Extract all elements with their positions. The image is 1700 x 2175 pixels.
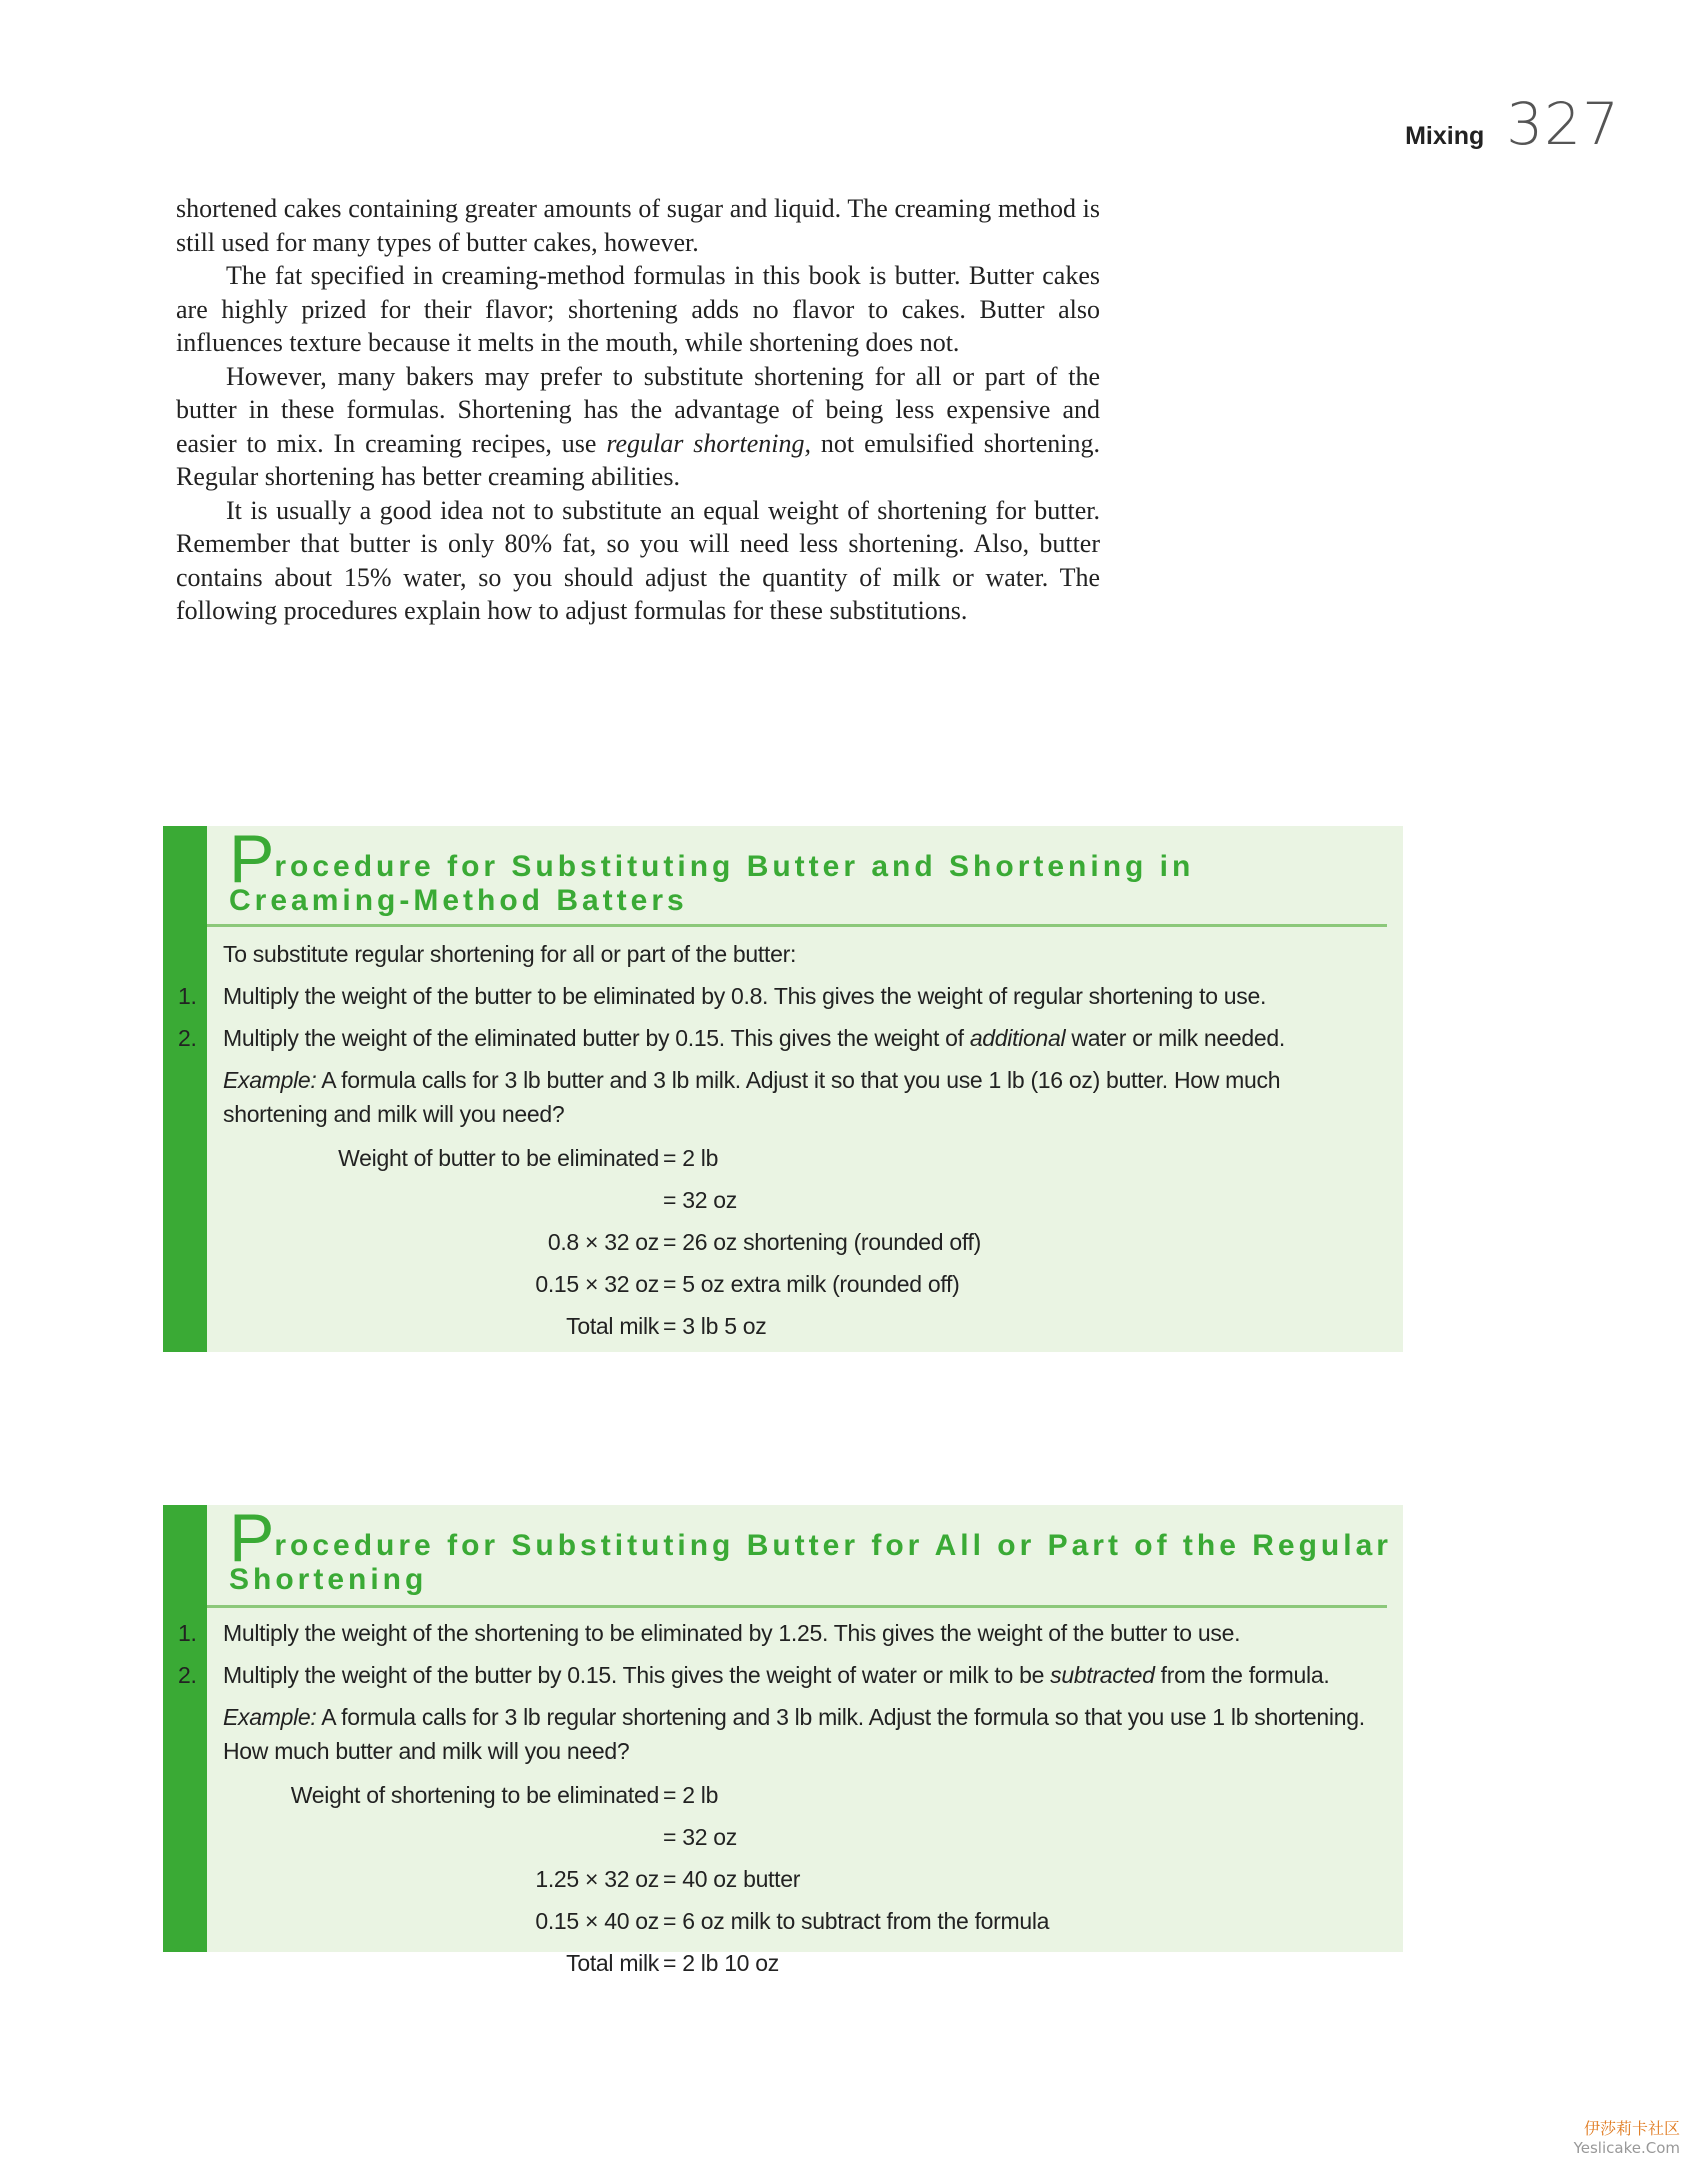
procedure-2-dropcap: P: [229, 1500, 275, 1576]
watermark-en: Yeslicake.Com: [1573, 2139, 1680, 2157]
calc-3-left: 1.25 × 32 oz: [535, 1866, 659, 1892]
step-text-b: from the formula.: [1154, 1662, 1330, 1688]
procedure-1-title-line1: rocedure for Substituting Butter and Shortening in: [274, 850, 1195, 883]
calc-1-left: Weight of butter to be eliminated: [338, 1145, 659, 1171]
procedure-box-1: [163, 821, 1403, 1352]
step-text-emphasis: additional: [969, 1025, 1066, 1051]
calc-4-left: 0.15 × 32 oz: [535, 1271, 659, 1297]
procedure-1-title-line2: Creaming-Method Batters: [229, 884, 688, 917]
paragraph-3-b: not emulsified shortening. Regular shortening has better creaming abilities.: [176, 428, 1100, 491]
watermark: [1574, 2116, 1680, 2157]
procedure-1-content: [163, 927, 1403, 1347]
procedure-box-2: [163, 1500, 1403, 1976]
step-text-a: Multiply the weight of the butter by 0.15. This gives the weight of water or milk to be: [223, 1662, 1051, 1688]
step-number: 1.: [178, 983, 197, 1009]
procedure-1-example: [223, 1063, 1383, 1131]
step-text: Multiply the weight of the butter to be eliminated by 0.8. This gives the weight of regular shortening to use.: [223, 983, 1267, 1009]
step-text: [223, 1025, 1285, 1052]
example-text: A formula calls for 3 lb regular shortening and 3 lb milk. Adjust the formula so that you use 1 lb shortening. How much butter and milk will you need?: [223, 1704, 1365, 1764]
calc-4-left: 0.15 × 40 oz: [535, 1908, 659, 1934]
page-header: [1405, 90, 1620, 158]
calc-2-right: = 32 oz: [663, 1187, 737, 1213]
procedure-1-title: [229, 821, 1403, 918]
step-text: [223, 1662, 1329, 1689]
paragraph-1: shortened cakes containing greater amounts of sugar and liquid. The creaming method is still used for many types of butter cakes, however.: [176, 194, 1100, 257]
calc-2-right: = 32 oz: [663, 1824, 737, 1850]
calc-5-right: = 2 lb 10 oz: [663, 1950, 779, 1976]
example-label: Example:: [223, 1067, 317, 1093]
calc-5-left: Total milk: [566, 1950, 659, 1976]
procedure-2-title: [229, 1500, 1403, 1597]
paragraph-3-emphasis: regular shortening,: [606, 428, 812, 458]
calc-1-left: Weight of shortening to be eliminated: [290, 1782, 659, 1808]
page-number: 327: [1506, 90, 1620, 158]
procedure-2-content: [163, 1608, 1403, 1988]
calc-3-right: = 40 oz butter: [663, 1866, 801, 1892]
example-text: A formula calls for 3 lb butter and 3 lb milk. Adjust it so that you use 1 lb (16 oz) butter. How much shortening and milk will you need?: [223, 1067, 1281, 1127]
calc-3-right: = 26 oz shortening (rounded off): [663, 1229, 981, 1255]
calc-1-right: = 2 lb: [663, 1782, 719, 1808]
calc-4-right: = 6 oz milk to subtract from the formula: [663, 1908, 1050, 1934]
section-name: Mixing: [1405, 122, 1485, 150]
paragraph-3-a: However, many bakers may prefer to substitute shortening for all or part of the butter in these formulas. Shortening has the advantage of being less expensive and easier to mix. In creaming recipes, use: [176, 361, 1100, 458]
calc-4-right: = 5 oz extra milk (rounded off): [663, 1271, 960, 1297]
watermark-cn: 伊莎莉卡社区: [1583, 2119, 1680, 2138]
step-number: 2.: [178, 1662, 197, 1688]
step-text-a: Multiply the weight of the eliminated butter by 0.15. This gives the weight of: [223, 1025, 970, 1051]
procedure-1-dropcap: P: [229, 821, 275, 897]
procedure-1-intro: To substitute regular shortening for all or part of the butter:: [223, 941, 797, 967]
step-number: 1.: [178, 1620, 197, 1646]
step-text: Multiply the weight of the shortening to be eliminated by 1.25. This gives the weight of the butter to use.: [223, 1620, 1241, 1646]
body-text: [176, 192, 1100, 628]
procedure-2-example: [223, 1700, 1383, 1768]
calc-1-right: = 2 lb: [663, 1145, 719, 1171]
paragraph-4: It is usually a good idea not to substitute an equal weight of shortening for butter. Remember that butter is only 80% fat, so you will need less shortening. Also, butter contains about 15% water, so you should adjust the quantity of milk or water. The following procedures explain how to adjust formulas for these substitutions.: [176, 495, 1100, 625]
paragraph-3: [176, 360, 1100, 494]
procedure-2-title-line1: rocedure for Substituting Butter for All or Part of the Regular Shortening: [229, 1529, 1392, 1596]
step-text-emphasis: subtracted: [1050, 1662, 1155, 1688]
calc-5-right: = 3 lb 5 oz: [663, 1313, 767, 1339]
calc-3-left: 0.8 × 32 oz: [547, 1229, 659, 1255]
step-number: 2.: [178, 1025, 197, 1051]
example-label: Example:: [223, 1704, 317, 1730]
paragraph-2: The fat specified in creaming-method formulas in this book is butter. Butter cakes are highly prized for their flavor; shortening adds no flavor to cakes. Butter also influences texture because it melts in the mouth, while shortening does not.: [176, 261, 1100, 357]
calc-5-left: Total milk: [566, 1313, 659, 1339]
step-text-b: water or milk needed.: [1065, 1025, 1285, 1051]
